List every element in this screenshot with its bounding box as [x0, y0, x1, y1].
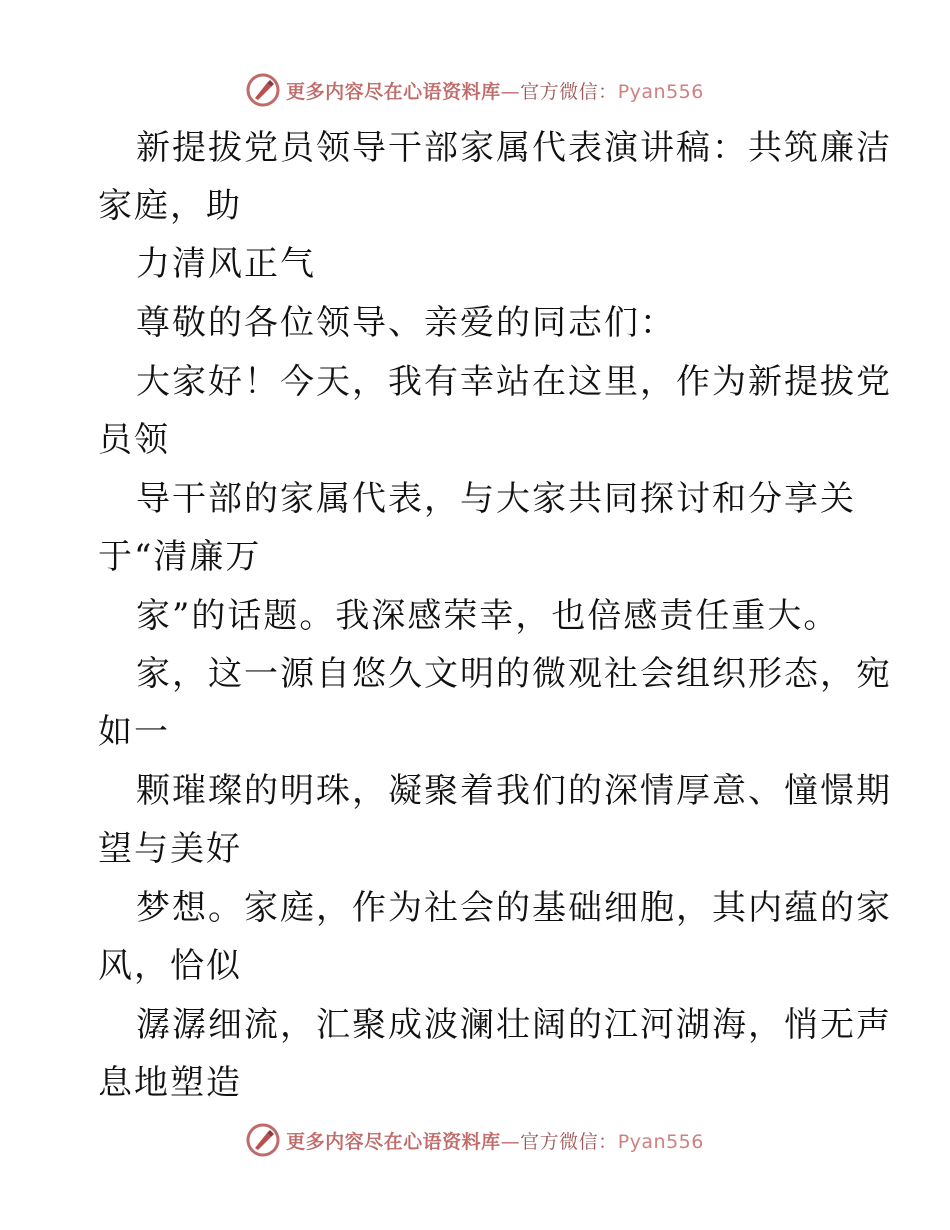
- watermark-wechat-id: Pyan556: [617, 1130, 704, 1153]
- pen-logo-icon: [246, 73, 280, 107]
- footer-watermark: [0, 1120, 950, 1160]
- header-watermark: [0, 70, 950, 110]
- body-line: 潺潺细流，汇聚成波澜壮阔的江河湖海，悄无声: [136, 1005, 892, 1045]
- body-line: 望与美好: [98, 829, 242, 869]
- body-line: 员领: [98, 420, 170, 460]
- body-line: 风，恰似: [98, 946, 242, 986]
- body-line: 于“清廉万: [98, 537, 262, 577]
- body-line: 力清风正气: [136, 244, 316, 284]
- body-line: 大家好！今天，我有幸站在这里，作为新提拔党: [136, 362, 892, 402]
- watermark-wechat-label: 官方微信：: [520, 80, 618, 103]
- body-line: 尊敬的各位领导、亲爱的同志们：: [136, 303, 676, 343]
- body-line: 梦想。家庭，作为社会的基础细胞，其内蕴的家: [136, 888, 892, 928]
- body-line: 如一: [98, 712, 170, 752]
- watermark-wechat-label: 官方微信：: [520, 1130, 618, 1153]
- watermark-dash: —: [500, 1130, 521, 1153]
- body-line: 家庭，助: [98, 186, 242, 226]
- watermark-library-text: 更多内容尽在心语资料库: [286, 1130, 501, 1153]
- pen-logo-icon: [246, 1123, 280, 1157]
- body-line: 导干部的家属代表，与大家共同探讨和分享关: [136, 479, 856, 519]
- body-line: 颗璀璨的明珠，凝聚着我们的深情厚意、憧憬期: [136, 771, 892, 811]
- body-line: 新提拔党员领导干部家属代表演讲稿：共筑廉洁: [136, 128, 892, 168]
- watermark-library-text: 更多内容尽在心语资料库: [286, 80, 501, 103]
- watermark-wechat-id: Pyan556: [617, 80, 704, 103]
- body-line: 家，这一源自悠久文明的微观社会组织形态，宛: [136, 654, 892, 694]
- body-line: 息地塑造: [98, 1063, 242, 1103]
- watermark-dash: —: [500, 80, 521, 103]
- body-line: 家”的话题。我深感荣幸，也倍感责任重大。: [136, 596, 840, 636]
